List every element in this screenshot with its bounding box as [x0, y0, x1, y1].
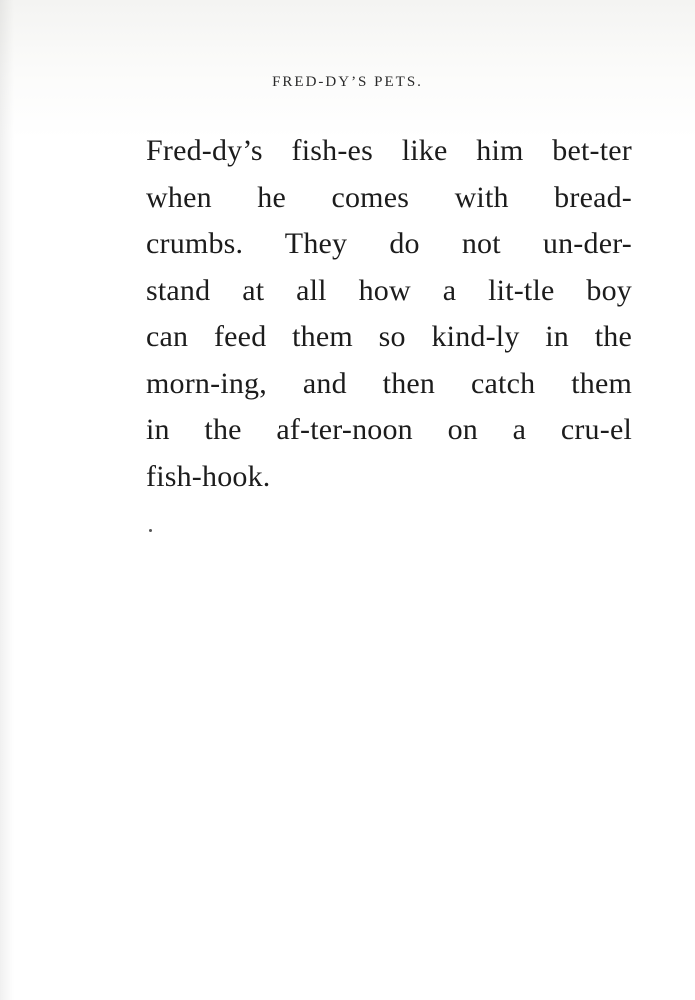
ink-speck: [149, 529, 152, 532]
running-head: FRED-DY’S PETS.: [272, 74, 423, 90]
paragraph-line: when he comes with bread-: [146, 180, 632, 214]
page-edge-shadow: [0, 0, 14, 1000]
paragraph-line: in the af-ter-noon on a cru-el: [146, 413, 632, 446]
story-paragraph: [146, 128, 632, 500]
paragraph-line: stand at all how a lit-tle boy: [146, 273, 632, 307]
paragraph-line: can feed them so kind-ly in the: [146, 320, 632, 353]
paragraph-line: Fred-dy’s fish-es like him bet-ter: [146, 134, 632, 167]
paragraph-line: fish-hook.: [146, 459, 271, 493]
paragraph-line: morn-ing, and then catch them: [146, 366, 632, 400]
paragraph-line: crumbs. They do not un-der-: [146, 227, 632, 260]
